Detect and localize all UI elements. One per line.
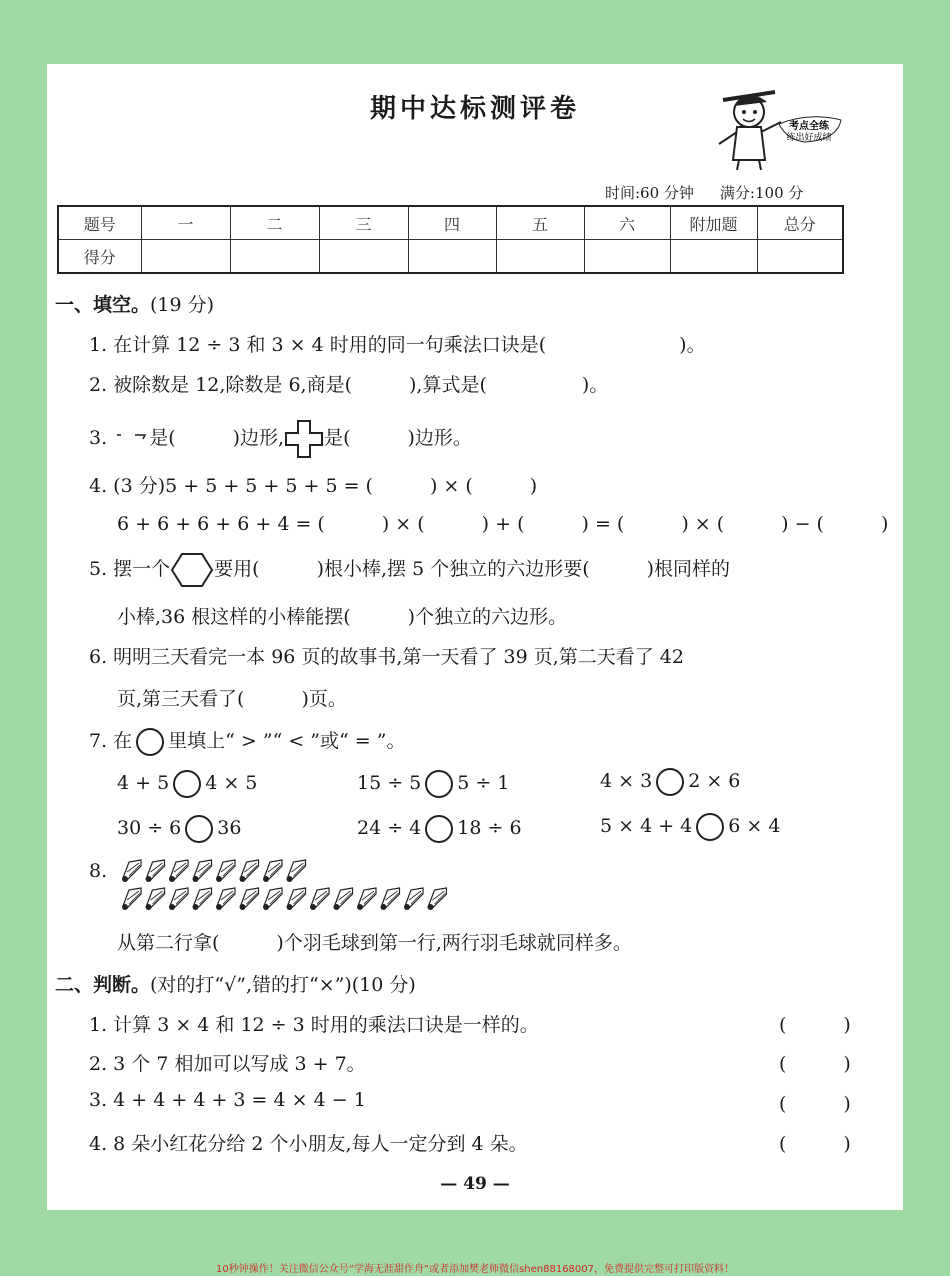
shuttlecock-icon <box>287 888 306 910</box>
section-2-title: 二、判断。 <box>55 974 151 996</box>
question-1: 1. 在计算 12 ÷ 3 和 3 × 4 时用的同一句乘法口诀是( )。 <box>89 334 706 356</box>
score-header-cell: 一 <box>141 206 230 240</box>
judge-answer-1[interactable]: ( ) <box>779 1014 851 1036</box>
shuttlecock-icon <box>287 860 306 882</box>
score-cell[interactable] <box>141 240 230 274</box>
question-2: 2. 被除数是 12,除数是 6,商是( ),算式是( )。 <box>89 374 609 396</box>
question-7 <box>89 726 405 756</box>
compare-item-4 <box>117 815 241 843</box>
compare-left: 15 ÷ 5 <box>357 772 422 794</box>
score-header-cell: 题号 <box>58 206 141 240</box>
shuttlecock-icon <box>263 888 282 910</box>
compare-item-1 <box>117 770 257 798</box>
question-4-line-2: 6 + 6 + 6 + 6 + 4 = ( ) × ( ) + ( ) = ( ) × ( ) − ( ) <box>117 513 889 535</box>
shuttlecock-icon <box>193 888 212 910</box>
score-header-cell: 总分 <box>757 206 843 240</box>
judge-answer-2[interactable]: ( ) <box>779 1053 851 1075</box>
score-header-cell: 五 <box>496 206 584 240</box>
question-6-line-1: 6. 明明三天看完一本 96 页的故事书,第一天看了 39 页,第二天看了 42 <box>89 646 684 668</box>
question-3-number: 3. <box>89 427 108 449</box>
shuttlecock-icon <box>334 888 353 910</box>
shuttlecock-icon <box>240 888 259 910</box>
promo-footer: 10秒钟操作！关注微信公众号“学海无涯甜作舟”或者添加樊老师微信shen88168007，免费提供完整可打印版资料！ <box>215 1264 735 1275</box>
circle-icon <box>136 728 164 756</box>
answer-circle[interactable] <box>696 813 724 841</box>
shuttlecock-icon <box>263 860 282 882</box>
shuttlecock-icon <box>122 860 141 882</box>
shuttlecock-icon <box>240 860 259 882</box>
score-header-cell: 六 <box>584 206 670 240</box>
question-7-part-b: 里填上“ > ”“ < ”或“ = ”。 <box>168 730 406 752</box>
answer-circle[interactable] <box>185 815 213 843</box>
question-5-line-2: 小棒,36 根这样的小棒能摆( )个独立的六边形。 <box>117 606 568 628</box>
compare-right: 2 × 6 <box>688 770 741 792</box>
answer-circle[interactable] <box>425 815 453 843</box>
shuttlecock-icon <box>146 860 165 882</box>
judge-item-3: 3. 4 + 4 + 4 + 3 = 4 × 4 − 1 <box>89 1089 366 1111</box>
score-cell[interactable] <box>584 240 670 274</box>
shuttlecock-icon <box>169 860 188 882</box>
judge-item-1: 1. 计算 3 × 4 和 12 ÷ 3 时用的乘法口诀是一样的。 <box>89 1014 539 1036</box>
shuttlecock-icon <box>193 860 212 882</box>
section-2-heading <box>55 970 416 997</box>
shuttlecock-icon <box>428 888 447 910</box>
mascot-illustration <box>709 82 849 172</box>
score-table-score-row <box>58 240 843 274</box>
compare-left: 24 ÷ 4 <box>357 817 422 839</box>
cross-shape-icon <box>284 419 324 459</box>
compare-item-2 <box>357 770 509 798</box>
section-1-title: 一、填空。 <box>55 294 151 316</box>
shuttlecock-row-2 <box>122 888 447 910</box>
shuttlecock-rows <box>117 858 447 914</box>
answer-circle[interactable] <box>656 768 684 796</box>
compare-item-3 <box>600 768 740 796</box>
shuttlecock-row-1 <box>122 860 306 882</box>
question-5-part-b: 要用( )根小棒,摆 5 个独立的六边形要( )根同样的 <box>214 558 731 580</box>
question-8-number: 8. <box>89 860 108 882</box>
question-3-part-a: 是( )边形, <box>149 427 285 449</box>
time-limit: 时间:60 分钟 <box>605 184 694 202</box>
score-table <box>57 205 844 274</box>
answer-circle[interactable] <box>425 770 453 798</box>
score-header-cell: 四 <box>408 206 496 240</box>
full-score: 满分:100 分 <box>719 184 804 202</box>
shuttlecock-icon <box>357 888 376 910</box>
compare-left: 4 + 5 <box>117 772 170 794</box>
worksheet-page <box>47 64 903 1210</box>
question-3 <box>89 419 472 459</box>
answer-circle[interactable] <box>173 770 201 798</box>
compare-right: 18 ÷ 6 <box>457 817 522 839</box>
score-cell[interactable] <box>230 240 319 274</box>
score-cell[interactable] <box>319 240 408 274</box>
compare-item-6 <box>600 813 780 841</box>
question-7-part-a: 7. 在 <box>89 730 133 752</box>
compare-right: 5 ÷ 1 <box>457 772 510 794</box>
judge-item-4: 4. 8 朵小红花分给 2 个小朋友,每人一定分到 4 朵。 <box>89 1133 528 1155</box>
shuttlecock-icon <box>404 888 423 910</box>
section-1-points: (19 分) <box>150 294 215 316</box>
question-4-line-1: 4. (3 分)5 + 5 + 5 + 5 + 5 = ( ) × ( ) <box>89 475 538 497</box>
exam-meta <box>605 182 829 203</box>
score-header-cell: 附加题 <box>670 206 757 240</box>
shuttlecock-icon <box>146 888 165 910</box>
score-header-cell: 二 <box>230 206 319 240</box>
shuttlecock-icon <box>381 888 400 910</box>
shuttlecock-icon <box>216 888 235 910</box>
section-2-points: (对的打“√”,错的打“×”)(10 分) <box>150 974 416 996</box>
question-5-part-a: 5. 摆一个 <box>89 558 171 580</box>
mascot-slogan-1: 考点全练 <box>789 121 829 132</box>
score-table-header-row <box>58 206 843 240</box>
compare-left: 5 × 4 + 4 <box>600 815 693 837</box>
judge-item-2: 2. 3 个 7 相加可以写成 3 + 7。 <box>89 1053 366 1075</box>
shuttlecock-icon <box>169 888 188 910</box>
judge-answer-4[interactable]: ( ) <box>779 1133 851 1155</box>
shuttlecock-icon <box>216 860 235 882</box>
shuttlecock-icon <box>310 888 329 910</box>
score-cell[interactable] <box>670 240 757 274</box>
mascot-slogan-2: 练出好成绩 <box>786 133 832 143</box>
page-number: — 49 — <box>440 1174 510 1194</box>
score-cell[interactable] <box>757 240 843 274</box>
score-header-cell: 三 <box>319 206 408 240</box>
shuttlecock-icon <box>122 888 141 910</box>
question-5 <box>89 552 730 588</box>
compare-item-5 <box>357 815 522 843</box>
compare-right: 6 × 4 <box>728 815 781 837</box>
compare-right: 4 × 5 <box>205 772 258 794</box>
question-3-part-b: 是( )边形。 <box>324 427 472 449</box>
hexagon-shape-icon <box>170 552 214 588</box>
score-cell[interactable] <box>408 240 496 274</box>
page-title: 期中达标测评卷 <box>369 94 580 124</box>
compare-left: 4 × 3 <box>600 770 653 792</box>
question-6-line-2: 页,第三天看了( )页。 <box>117 688 347 710</box>
compare-left: 30 ÷ 6 <box>117 817 182 839</box>
score-row-label: 得分 <box>58 240 141 274</box>
judge-answer-3[interactable]: ( ) <box>779 1093 851 1115</box>
question-8-text: 从第二行拿( )个羽毛球到第一行,两行羽毛球就同样多。 <box>117 932 632 954</box>
score-cell[interactable] <box>496 240 584 274</box>
section-1-heading <box>55 290 214 317</box>
compare-right: 36 <box>217 817 242 839</box>
triangle-shape-icon <box>113 429 149 449</box>
